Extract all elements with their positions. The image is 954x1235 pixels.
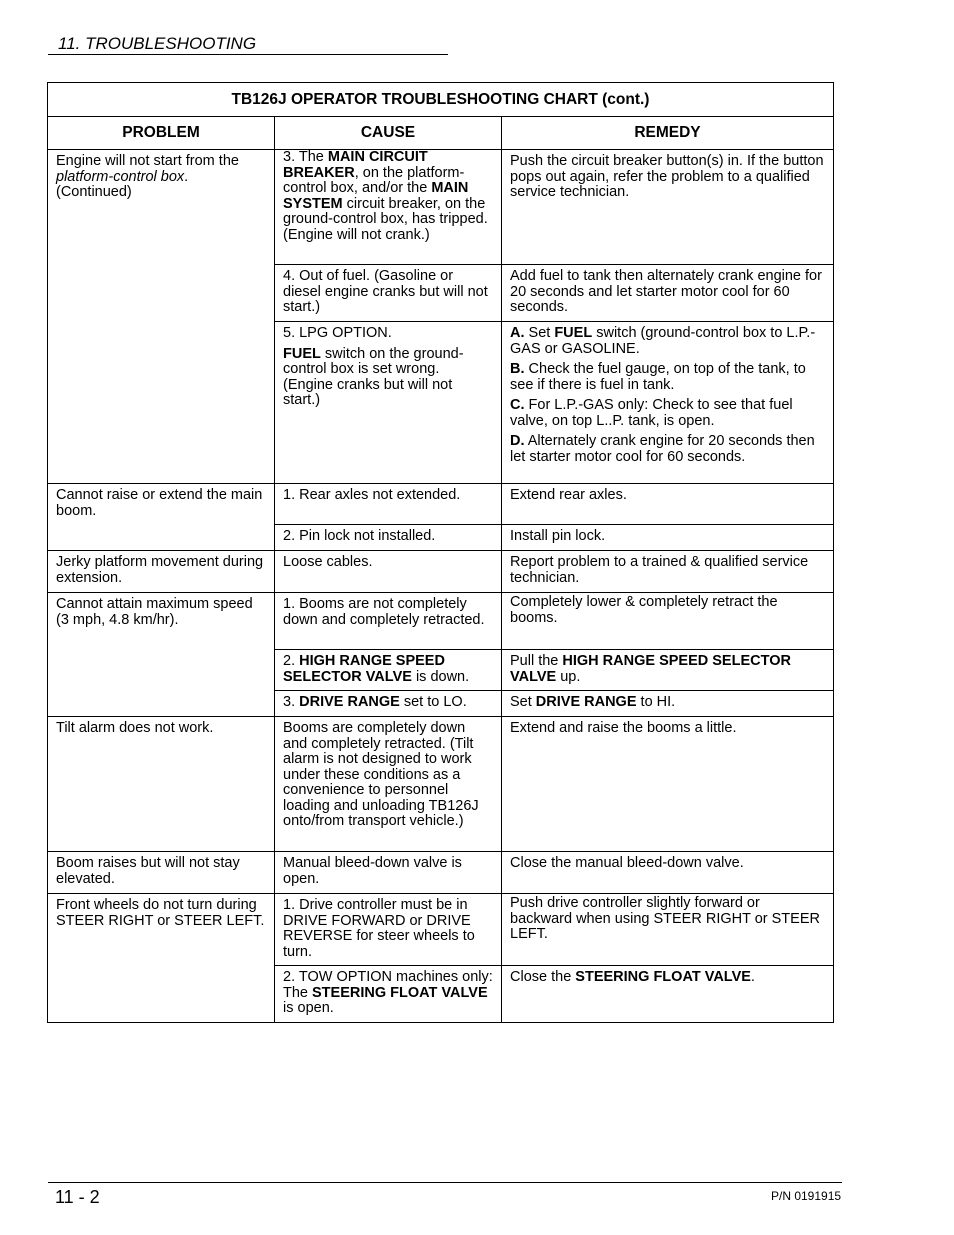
problem-text: Engine will not start from the	[56, 153, 239, 169]
step-letter: B.	[510, 361, 525, 377]
remedy-cell	[502, 691, 834, 717]
remedy-cell	[502, 966, 834, 1023]
problem-cell: Cannot attain maximum speed (3 mph, 4.8 km/hr).	[48, 593, 275, 717]
column-header-problem: PROBLEM	[48, 117, 275, 150]
cause-cell	[275, 650, 502, 691]
problem-cell: Cannot raise or extend the main boom.	[48, 484, 275, 551]
table-row	[48, 484, 834, 525]
problem-cell: Jerky platform movement during extension.	[48, 551, 275, 593]
remedy-step-b	[510, 362, 825, 393]
cause-paragraph	[283, 347, 493, 409]
cause-cell	[275, 322, 502, 484]
cause-cell: 1. Rear axles not extended.	[275, 484, 502, 525]
cause-cell: Manual bleed-down valve is open.	[275, 852, 502, 894]
remedy-text-bold: FUEL	[554, 325, 593, 341]
table-title-row	[48, 83, 834, 117]
cause-text: 5. LPG OPTION.	[283, 325, 392, 341]
cause-cell: Booms are completely down and completely retracted. (Tilt alarm is not designed to work under these conditions as a convenience to personnel loading and unloading TB126J onto/from transport vehicle.)	[275, 717, 502, 852]
table-title: TB126J OPERATOR TROUBLESHOOTING CHART (cont.)	[48, 83, 834, 117]
remedy-cell: Push the circuit breaker button(s) in. If the button pops out again, refer the problem to a qualified service technician.	[502, 150, 834, 265]
section-title: 11. TROUBLESHOOTING	[48, 34, 448, 55]
remedy-cell: Install pin lock.	[502, 525, 834, 551]
cause-cell: 2. Pin lock not installed.	[275, 525, 502, 551]
table-row	[48, 551, 834, 593]
remedy-cell	[502, 650, 834, 691]
cause-text: switch on the ground-control box is set wrong. (Engine cranks but will not start.)	[283, 345, 464, 408]
cause-text: 2.	[283, 653, 300, 669]
table-row	[48, 894, 834, 966]
remedy-step-d	[510, 434, 825, 465]
remedy-cell: Add fuel to tank then alternately crank engine for 20 seconds and let starter motor cool for 60 seconds.	[502, 265, 834, 322]
cause-text-bold: MAIN CIRCUIT BREAKER	[283, 149, 428, 181]
cause-cell	[275, 150, 502, 265]
problem-text-italic: platform-control box	[56, 168, 185, 185]
step-letter: C.	[510, 397, 525, 413]
remedy-text-bold: STEERING FLOAT VALVE	[575, 969, 751, 985]
cause-cell: 1. Drive controller must be in DRIVE FORWARD or DRIVE REVERSE for steer wheels to turn.	[275, 894, 502, 966]
remedy-text: up.	[556, 668, 581, 685]
problem-cell: Front wheels do not turn during STEER RIGHT or STEER LEFT.	[48, 894, 275, 1023]
remedy-text: to HI.	[636, 694, 676, 710]
cause-text-bold: HIGH RANGE SPEED SELECTOR VALVE	[283, 653, 445, 685]
cause-text: set to LO.	[399, 694, 467, 710]
remedy-text: Alternately crank engine for 20 seconds then let starter motor cool for 60 seconds.	[510, 433, 815, 465]
column-header-remedy: REMEDY	[502, 117, 834, 150]
step-letter: A.	[510, 325, 525, 341]
troubleshooting-table	[47, 82, 834, 1023]
remedy-cell	[502, 322, 834, 484]
problem-cell: Tilt alarm does not work.	[48, 717, 275, 852]
remedy-step-c	[510, 398, 825, 429]
cause-text: is open.	[283, 1000, 334, 1016]
remedy-text: switch (ground-control box to L.P.-GAS or GASOLINE.	[510, 325, 816, 357]
remedy-cell: Completely lower & completely retract the booms.	[502, 593, 834, 650]
remedy-text: Check the fuel gauge, on top of the tank, to see if there is fuel in tank.	[510, 361, 806, 393]
cause-text-bold: DRIVE RANGE	[299, 694, 400, 710]
remedy-step-a	[510, 326, 825, 357]
remedy-text: Close the	[510, 969, 576, 985]
remedy-cell: Report problem to a trained & qualified service technician.	[502, 551, 834, 593]
cause-text: , on the platform-control box, and/or the	[283, 164, 465, 196]
cause-cell: 1. Booms are not completely down and completely retracted.	[275, 593, 502, 650]
table-row	[48, 150, 834, 265]
remedy-text: Set	[524, 325, 555, 341]
cause-text: 3.	[283, 694, 300, 710]
cause-text: is down.	[411, 668, 470, 685]
step-letter: D.	[510, 433, 525, 449]
cause-cell: 4. Out of fuel. (Gasoline or diesel engine cranks but will not start.)	[275, 265, 502, 322]
remedy-text-bold: HIGH RANGE SPEED SELECTOR VALVE	[510, 653, 791, 685]
remedy-text-bold: DRIVE RANGE	[535, 694, 637, 710]
cause-text-bold: FUEL	[283, 345, 321, 362]
problem-cell	[48, 150, 275, 484]
remedy-cell: Push drive controller slightly forward or backward when using STEER RIGHT or STEER LEFT.	[502, 894, 834, 966]
table-row	[48, 593, 834, 650]
remedy-text: .	[750, 969, 755, 985]
cause-text-bold: STEERING FLOAT VALVE	[312, 984, 488, 1001]
table-header-row	[48, 117, 834, 150]
part-number: P/N 0191915	[771, 1189, 842, 1203]
remedy-text: Set	[510, 694, 536, 710]
page-number: 11 - 2	[55, 1187, 100, 1207]
cause-cell	[275, 966, 502, 1023]
cause-cell	[275, 691, 502, 717]
cause-text: 3. The	[283, 149, 328, 165]
remedy-text: For L.P.-GAS only: Check to see that fuel valve, on top L..P. tank, is open.	[510, 397, 793, 429]
footer-divider	[48, 1182, 842, 1183]
column-header-cause: CAUSE	[275, 117, 502, 150]
problem-text: . (Continued)	[56, 168, 189, 200]
cause-text-bold: MAIN SYSTEM	[283, 180, 469, 212]
table-row	[48, 852, 834, 894]
remedy-cell: Extend rear axles.	[502, 484, 834, 525]
problem-cell: Boom raises but will not stay elevated.	[48, 852, 275, 894]
table-row	[48, 717, 834, 852]
cause-text: circuit breaker, on the ground-control box, has tripped. (Engine will not crank.)	[283, 195, 488, 243]
remedy-cell: Close the manual bleed-down valve.	[502, 852, 834, 894]
cause-cell: Loose cables.	[275, 551, 502, 593]
remedy-text: Pull the	[510, 653, 563, 669]
remedy-cell: Extend and raise the booms a little.	[502, 717, 834, 852]
cause-text: 2. TOW OPTION machines only: The	[283, 969, 493, 1001]
